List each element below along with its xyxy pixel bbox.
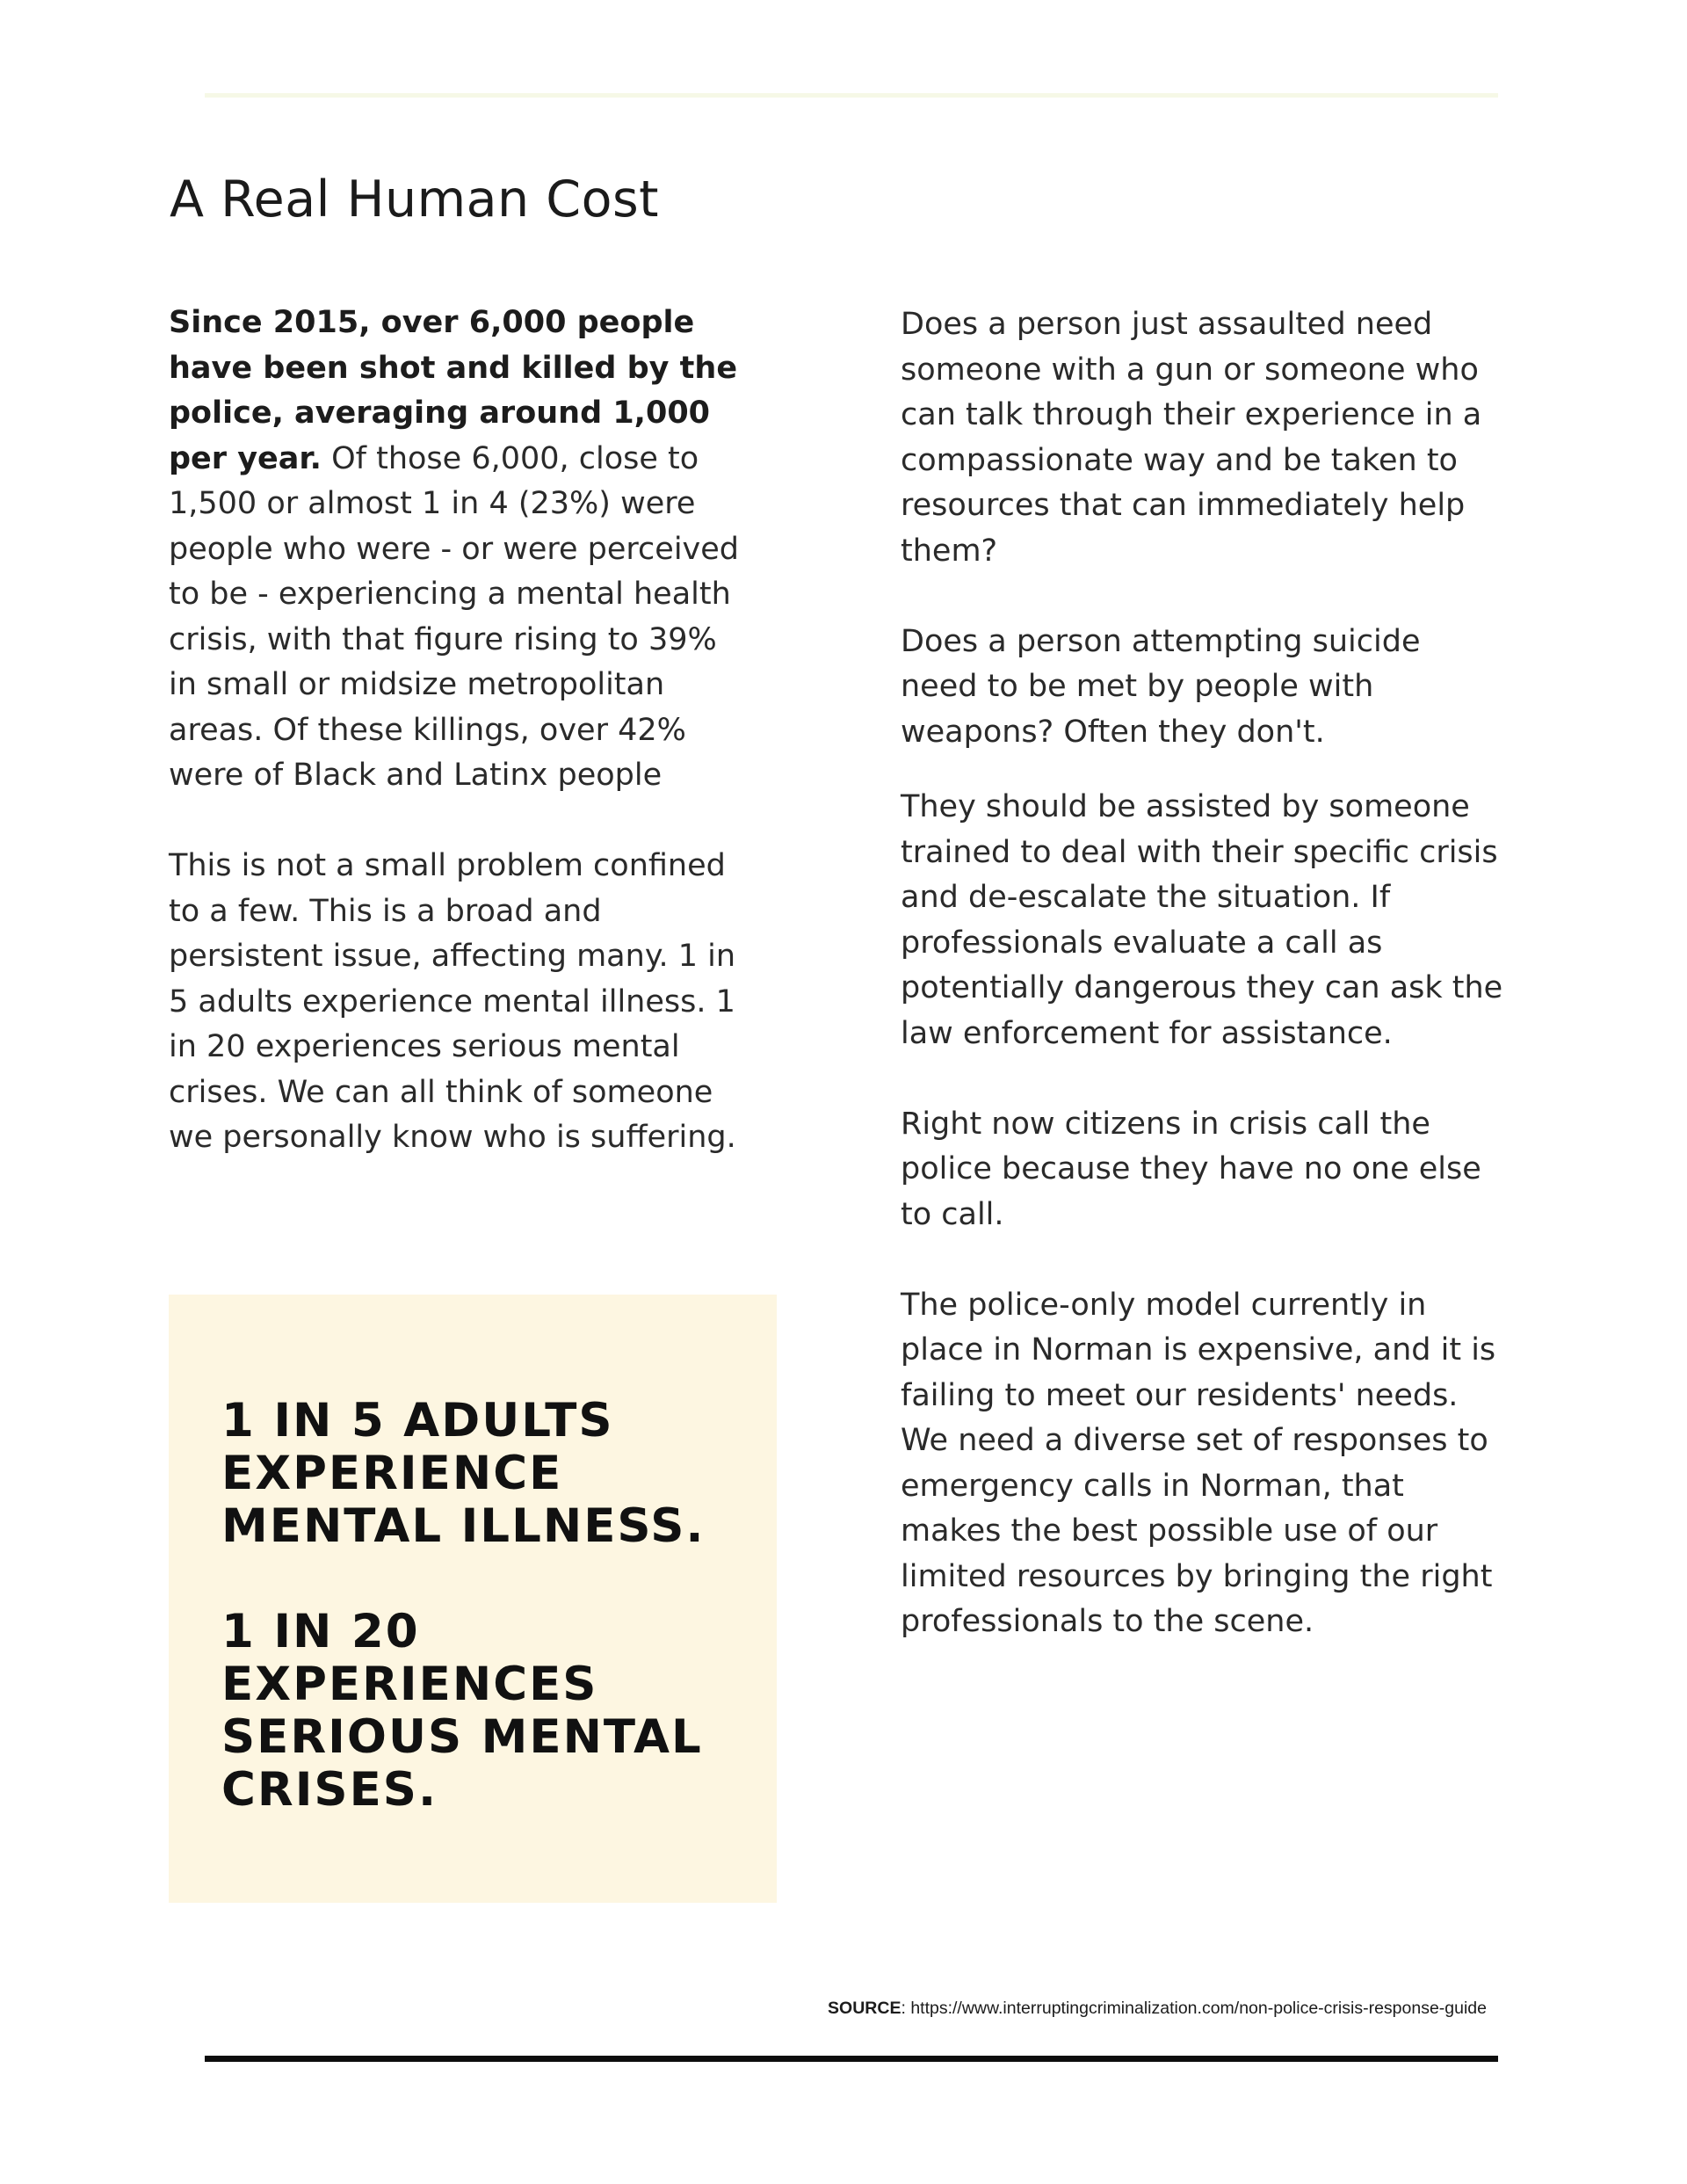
page-title: A Real Human Cost (170, 171, 660, 229)
assault-question-paragraph: Does a person just assaulted need someone with a gun or someone who can talk through their experience in a compassionate way and be taken to resources that can immediately help them? (901, 307, 1482, 569)
source-separator: : (901, 1999, 911, 2018)
top-divider (205, 93, 1498, 98)
statistics-lead: Since 2015, over 6,000 people have been shot and killed by the police, averaging around 1,000 per year. (169, 305, 738, 476)
suicide-question-paragraph: Does a person attempting suicide need to be met by people with weapons? Often they don't. (901, 623, 1421, 750)
callout-stat-adults: 1 IN 5 ADULTS EXPERIENCE MENTAL ILLNESS. (221, 1394, 706, 1553)
norman-model-paragraph: The police-only model currently in place in Norman is expensive, and it is failing to meet our residents' needs. We need a diverse set of responses to emergency calls in Norman, that makes the best possible use of our limited resources by bringing the right professionals to the scene. (901, 1287, 1496, 1639)
source-label: SOURCE (828, 1999, 901, 2018)
source-url[interactable]: https://www.interruptingcriminalization.com/non-police-crisis-response-guide (910, 1999, 1487, 2018)
left-column (169, 301, 740, 1161)
statistics-paragraph (169, 301, 740, 799)
source-citation (828, 1999, 1487, 2019)
callout-box (169, 1295, 777, 1903)
no-one-else-paragraph: Right now citizens in crisis call the police because they have no one else to call. (901, 1106, 1481, 1232)
callout-text (221, 1395, 766, 1817)
bottom-divider (205, 2056, 1498, 2062)
problem-paragraph: This is not a small problem confined to a few. This is a broad and persistent issue, affecting many. 1 in 5 adults experience mental illness. 1 in 20 experiences serious mental crises. We can all think of someone we personally know who is suffering. (169, 848, 736, 1155)
right-column (901, 302, 1507, 1645)
statistics-body: Of those 6,000, close to 1,500 or almost 1 in 4 (23%) were people who were - or were perceived to be - experiencing a mental health crisis, with that figure rising to 39% in small or midsize metropolitan areas. Of these killings, over 42% were of Black and Latinx people (169, 440, 740, 793)
callout-stat-crises: 1 IN 20 EXPERIENCES SERIOUS MENTAL CRISES. (221, 1605, 703, 1817)
assistance-paragraph: They should be assisted by someone trained to deal with their specific crisis and de-escalate the situation. If professionals evaluate a call as potentially dangerous they can ask the law enforcement for assistance. (901, 789, 1503, 1051)
